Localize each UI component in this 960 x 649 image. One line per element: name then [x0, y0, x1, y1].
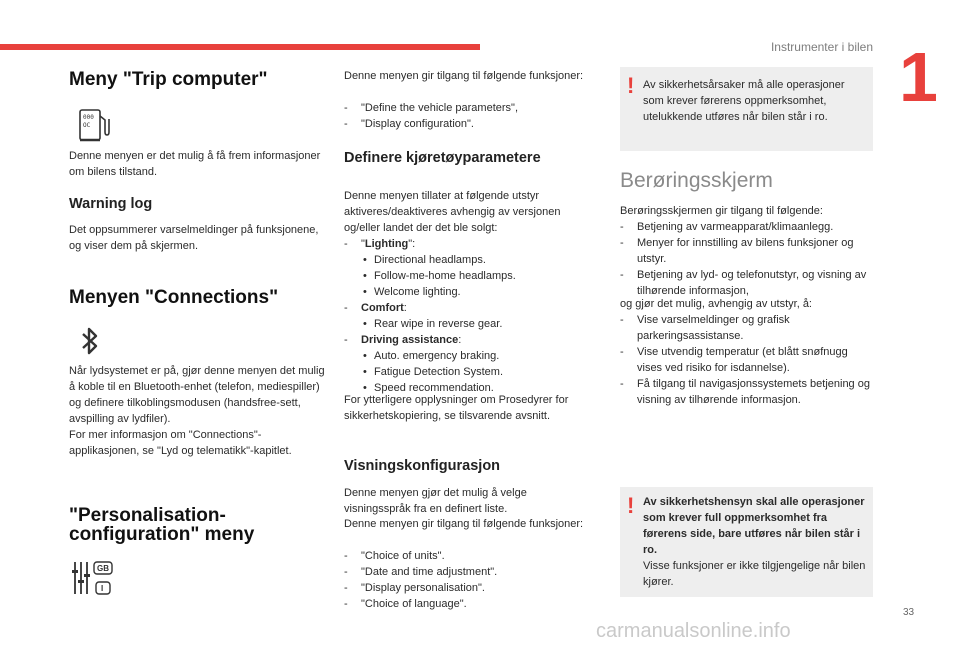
- fuel-pump-icon: [78, 107, 112, 143]
- display-config-text-2: Denne menyen gir tilgang til følgende funksjoner:: [344, 518, 584, 530]
- list-item: - "Choice of units".: [344, 550, 445, 562]
- fuel-display-unit: OC: [83, 122, 91, 129]
- sub-list-item: • Fatigue Detection System.: [361, 364, 594, 380]
- list-item: - Vise utvendig temperatur (et blått snøfnugg vises ved risiko for isdannelse).: [620, 346, 848, 374]
- list-item: - Få tilgang til navigasjonssystemets betjening og visning av tilhørende informasjon.: [620, 378, 870, 406]
- safety-warning-text: Av sikkerhetsårsaker må alle operasjoner som krever førerens oppmerksomhet, utelukkende utføres når bilen står i ro.: [643, 79, 845, 123]
- bluetooth-icon: [80, 326, 100, 356]
- fuel-display-digits: 000: [83, 114, 94, 121]
- connections-text: Når lydsystemet er på, gjør denne menyen det mulig å koble til en Bluetooth-enhet (telefon, mediespiller) og definere tilkoblingsmodusen (handsfree-sett, avspilling av lydfiler).: [69, 365, 325, 425]
- connections-more-info: For mer informasjon om "Connections"-applikasjonen, se "Lyd og telematikk"-kapitlet.: [69, 429, 292, 457]
- personalisation-title-line1: "Personalisation-: [69, 505, 226, 526]
- list-item: - "Choice of language".: [344, 598, 467, 610]
- safety-warning-box-2: [620, 487, 873, 597]
- list-item: - Betjening av varmeapparat/klimaanlegg.: [620, 221, 834, 233]
- vehicle-params-list: [344, 236, 594, 396]
- backup-procedures-note: For ytterligere opplysninger om Prosedyrer for sikkerhetskopiering, se tilsvarende avsnitt.: [344, 394, 569, 422]
- top-accent-bar: [0, 44, 480, 50]
- watermark: carmanualsonline.info: [596, 620, 791, 642]
- list-item: - Menyer for innstilling av bilens funksjoner og utstyr.: [620, 237, 854, 265]
- list-item: - "Lighting": • Directional headlamps. • Follow-me-home headlamps. • Welcome lighting.: [344, 236, 594, 300]
- display-config-title: Visningskonfigurasjon: [344, 458, 501, 474]
- safety-warning-bold-text: Av sikkerhetshensyn skal alle operasjoner som krever full oppmerksomhet fra førerens side, bare utføres når bilen står i ro.: [643, 496, 865, 556]
- warning-log-title: Warning log: [69, 196, 153, 212]
- sub-list-item: • Directional headlamps.: [361, 252, 594, 268]
- touchscreen-title: Berøringsskjerm: [620, 169, 773, 192]
- sub-list-item: • Welcome lighting.: [361, 284, 594, 300]
- chapter-title: Instrumenter i bilen: [770, 40, 873, 54]
- sub-list-item: • Auto. emergency braking.: [361, 348, 594, 364]
- list-item: - "Display configuration".: [344, 118, 474, 130]
- list-item: - "Define the vehicle parameters",: [344, 102, 518, 114]
- warning-log-text: Det oppsummerer varselmeldinger på funksjonene, og viser dem på skjermen.: [69, 224, 319, 252]
- settings-sliders-icon: [72, 560, 116, 596]
- list-item: - "Date and time adjustment".: [344, 566, 498, 578]
- list-item: - Comfort: • Rear wipe in reverse gear.: [344, 300, 594, 332]
- list-item: - Vise varselmeldinger og grafisk parkeringsassistanse.: [620, 314, 790, 342]
- vehicle-params-text: Denne menyen tillater at følgende utstyr aktiveres/deaktiveres avhengig av versjonen og/eller landet der det ble solgt:: [344, 190, 561, 234]
- list-item: - Driving assistance: • Auto. emergency braking. • Fatigue Detection System. • Speed recommendation.: [344, 332, 594, 396]
- touchscreen-list-2: [620, 312, 875, 408]
- safety-warning-box: [620, 67, 873, 151]
- touchscreen-intro: Berøringsskjermen gir tilgang til følgende:: [620, 205, 823, 217]
- sub-list-item: • Rear wipe in reverse gear.: [361, 316, 594, 332]
- sub-list-item: • Speed recommendation.: [361, 380, 594, 396]
- menu-functions-list: [344, 100, 594, 132]
- display-config-list: [344, 548, 594, 612]
- warning-exclamation-icon: !: [627, 493, 635, 518]
- units-label: I: [101, 584, 104, 593]
- display-config-text: Denne menyen gjør det mulig å velge visningsspråk fra en definert liste.: [344, 487, 527, 515]
- chapter-number: 1: [899, 38, 938, 116]
- connections-title: Menyen "Connections": [69, 287, 279, 308]
- page-number: 33: [903, 607, 915, 618]
- list-item: - Betjening av lyd- og telefonutstyr, og visning av tilhørende informasjon,: [620, 269, 867, 297]
- trip-computer-text: Denne menyen er det mulig å få frem informasjoner om bilens tilstand.: [69, 150, 321, 178]
- menu-intro-text: Denne menyen gir tilgang til følgende funksjoner:: [344, 70, 584, 82]
- vehicle-params-title: Definere kjøretøyparametere: [344, 150, 541, 166]
- personalisation-title-line2: configuration" meny: [69, 524, 255, 545]
- sub-list-item: • Follow-me-home headlamps.: [361, 268, 594, 284]
- list-item: - "Display personalisation".: [344, 582, 485, 594]
- trip-computer-title: Meny "Trip computer": [69, 69, 268, 90]
- touchscreen-list-1: [620, 219, 875, 299]
- warning-exclamation-icon: !: [627, 73, 635, 98]
- safety-warning-text-2: Visse funksjoner er ikke tilgjengelige når bilen kjører.: [643, 560, 866, 588]
- touchscreen-mid-text: og gjør det mulig, avhengig av utstyr, å:: [620, 298, 812, 310]
- language-label: GB: [97, 564, 109, 573]
